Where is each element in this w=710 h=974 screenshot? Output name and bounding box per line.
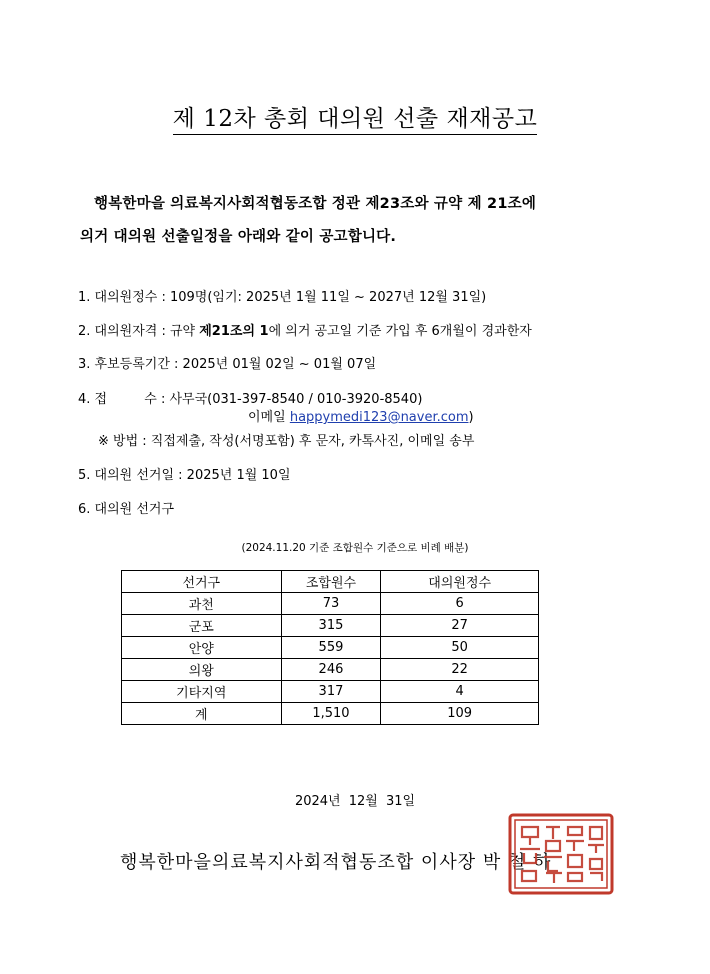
table-row (122, 637, 539, 659)
cell-member-count: 73 (281, 593, 381, 615)
email-label: 이메일 (248, 410, 286, 425)
cell-constituency: 기타지역 (122, 681, 282, 703)
cell-constituency: 군포 (122, 615, 282, 637)
item-delegate-count (78, 286, 486, 305)
cell-delegate-count: 6 (381, 593, 539, 615)
item-delegate-qualification (78, 320, 532, 339)
cell-delegate-count: 27 (381, 615, 539, 637)
item-label: 6. 대의원 선거구 (78, 502, 175, 517)
item-label: 2. 대의원자격 : (78, 324, 166, 339)
table-caption: (2024.11.20 기준 조합원수 기준으로 비례 배분) (241, 542, 469, 554)
document-title: 제 12차 총회 대의원 선출 재재공고 (0, 100, 710, 133)
table-total-row (122, 703, 539, 725)
table-header-row (122, 571, 539, 593)
header-delegate-count: 대의원정수 (381, 571, 539, 593)
cell-delegate-count: 109 (381, 703, 539, 725)
header-constituency: 선거구 (122, 571, 282, 593)
item-reception (78, 388, 422, 407)
item-submission-method (98, 430, 474, 449)
item-value: 109명(임기: 2025년 1월 11일 ~ 2027년 12월 31일) (169, 290, 487, 305)
table-row (122, 681, 539, 703)
table-row (122, 659, 539, 681)
cell-member-count: 317 (281, 681, 381, 703)
notice-date: 2024년 12월 31일 (294, 794, 416, 809)
cell-constituency: 과천 (122, 593, 282, 615)
table-row (122, 593, 539, 615)
cell-member-count: 315 (281, 615, 381, 637)
intro-line-1: 행복한마을 의료복지사회적협동조합 정관 제23조와 규약 제 21조에 (94, 196, 537, 212)
intro-line-2: 의거 대의원 선출일정을 아래와 같이 공고합니다. (80, 229, 397, 245)
cell-member-count: 559 (281, 637, 381, 659)
item-label: 5. 대의원 선거일 : (78, 468, 183, 483)
item-value: 2025년 01월 02일 ~ 01월 07일 (182, 357, 377, 372)
cell-member-count: 1,510 (281, 703, 381, 725)
item-reception-email (248, 406, 474, 425)
item-label: 4. 접 수 : (78, 392, 166, 407)
email-link[interactable]: happymedi123@naver.com (289, 410, 469, 425)
item-label: 1. 대의원정수 : (78, 290, 166, 305)
item-value-bold: 제21조의 1 (199, 324, 269, 339)
cell-member-count: 246 (281, 659, 381, 681)
table-row (122, 615, 539, 637)
item-value-pre: 규약 (169, 324, 200, 339)
method-text: ※ 방법 : 직접제출, 작성(서명포함) 후 문자, 카톡사진, 이메일 송부 (98, 434, 475, 449)
cell-delegate-count: 50 (381, 637, 539, 659)
item-label: 3. 후보등록기간 : (78, 357, 179, 372)
intro-paragraph (80, 188, 640, 254)
cell-constituency: 의왕 (122, 659, 282, 681)
cell-delegate-count: 4 (381, 681, 539, 703)
item-constituency (78, 498, 174, 517)
item-value: 2025년 1월 10일 (186, 468, 291, 483)
cell-constituency: 안양 (122, 637, 282, 659)
cell-delegate-count: 22 (381, 659, 539, 681)
email-tail: ) (468, 410, 474, 425)
item-value-post: 에 의거 공고일 기준 가입 후 6개월이 경과한자 (268, 324, 532, 339)
cell-constituency: 계 (122, 703, 282, 725)
item-value: 사무국(031-397-8540 / 010-3920-8540) (169, 392, 423, 407)
constituency-table (121, 570, 539, 725)
signer-line: 행복한마을의료복지사회적협동조합 이사장 박 철 하 (120, 852, 552, 873)
item-election-date (78, 464, 291, 483)
header-member-count: 조합원수 (281, 571, 381, 593)
seal-stamp-icon (508, 813, 614, 895)
item-registration-period (78, 353, 376, 372)
